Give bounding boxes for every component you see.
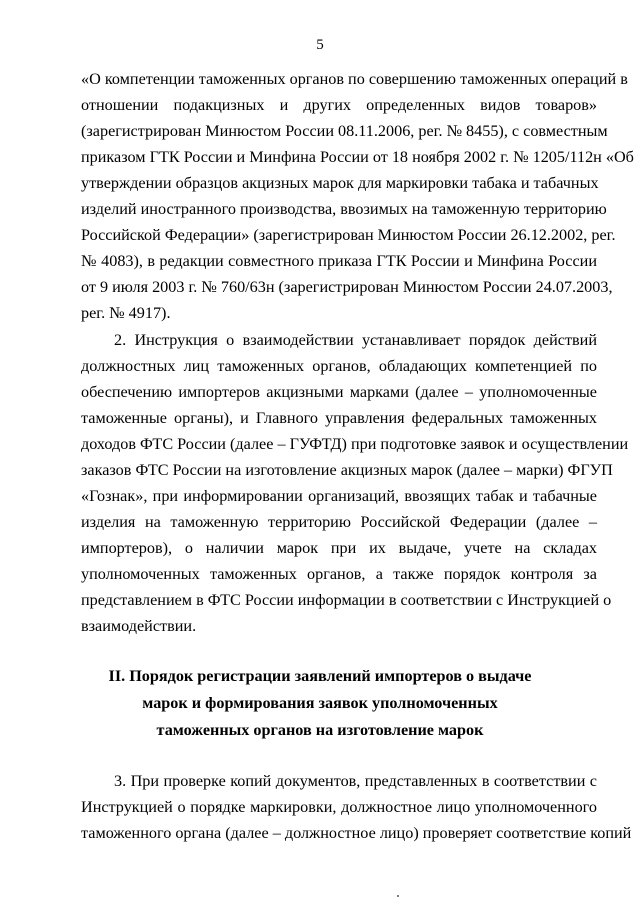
text-line: (зарегистрирован Минюстом России 08.11.2006, рег. № 8455), с совместным bbox=[81, 122, 608, 140]
heading-line: II. Порядок регистрации заявлений импортеров о выдаче bbox=[108, 667, 532, 685]
text-line: уполномоченных таможенных органов, а также порядок контроля за bbox=[81, 565, 597, 583]
text-line: импортеров), о наличии марок при их выдаче, учете на складах bbox=[81, 539, 597, 557]
text-line: изделия на таможенную территорию Российской Федерации (далее – bbox=[81, 513, 597, 531]
text-line: Инструкцией о порядке маркировки, должностное лицо уполномоченного bbox=[81, 798, 597, 816]
text-line: таможенного органа (далее – должностное лицо) проверяет соответствие копий bbox=[81, 824, 632, 842]
heading-line: марок и формирования заявок уполномоченных bbox=[142, 694, 498, 712]
text-line: взаимодействии. bbox=[81, 617, 197, 635]
scan-dot-mark bbox=[397, 895, 399, 897]
text-line: обеспечению импортеров акцизными марками (далее – уполномоченные bbox=[81, 383, 597, 401]
text-line: Российской Федерации» (зарегистрирован Минюстом России 26.12.2002, рег. bbox=[81, 226, 616, 244]
page-number: 5 bbox=[316, 37, 324, 53]
text-line: 2. Инструкция о взаимодействии устанавливает порядок действий bbox=[114, 331, 597, 349]
text-line: доходов ФТС России (далее – ГУФТД) при подготовке заявок и осуществлении bbox=[81, 435, 629, 453]
text-line: рег. № 4917). bbox=[81, 304, 171, 322]
text-line: «Гознак», при информировании организаций, ввозящих табак и табачные bbox=[81, 487, 597, 505]
text-line: от 9 июля 2003 г. № 760/63н (зарегистрирован Минюстом России 24.07.2003, bbox=[81, 278, 613, 296]
text-line: приказом ГТК России и Минфина России от 18 ноября 2002 г. № 1205/112н «Об bbox=[81, 148, 634, 166]
text-line: представлением в ФТС России информации в соответствии с Инструкцией о bbox=[81, 591, 612, 609]
text-line: 3. При проверке копий документов, представленных в соответствии с bbox=[114, 772, 597, 790]
text-line: утверждении образцов акцизных марок для маркировки табака и табачных bbox=[81, 174, 599, 192]
text-line: изделий иностранного производства, ввозимых на таможенную территорию bbox=[81, 200, 607, 218]
text-line: таможенные органы), и Главного управления федеральных таможенных bbox=[81, 409, 597, 427]
text-line: отношении подакцизных и других определенных видов товаров» bbox=[81, 96, 597, 114]
text-line: «О компетенции таможенных органов по совершению таможенных операций в bbox=[81, 70, 628, 88]
heading-line: таможенных органов на изготовление марок bbox=[156, 721, 484, 739]
text-line: № 4083), в редакции совместного приказа ГТК России и Минфина России bbox=[81, 252, 597, 270]
text-line: должностных лиц таможенных органов, обладающих компетенцией по bbox=[81, 357, 597, 375]
text-line: заказов ФТС России на изготовление акцизных марок (далее – марки) ФГУП bbox=[81, 461, 613, 479]
